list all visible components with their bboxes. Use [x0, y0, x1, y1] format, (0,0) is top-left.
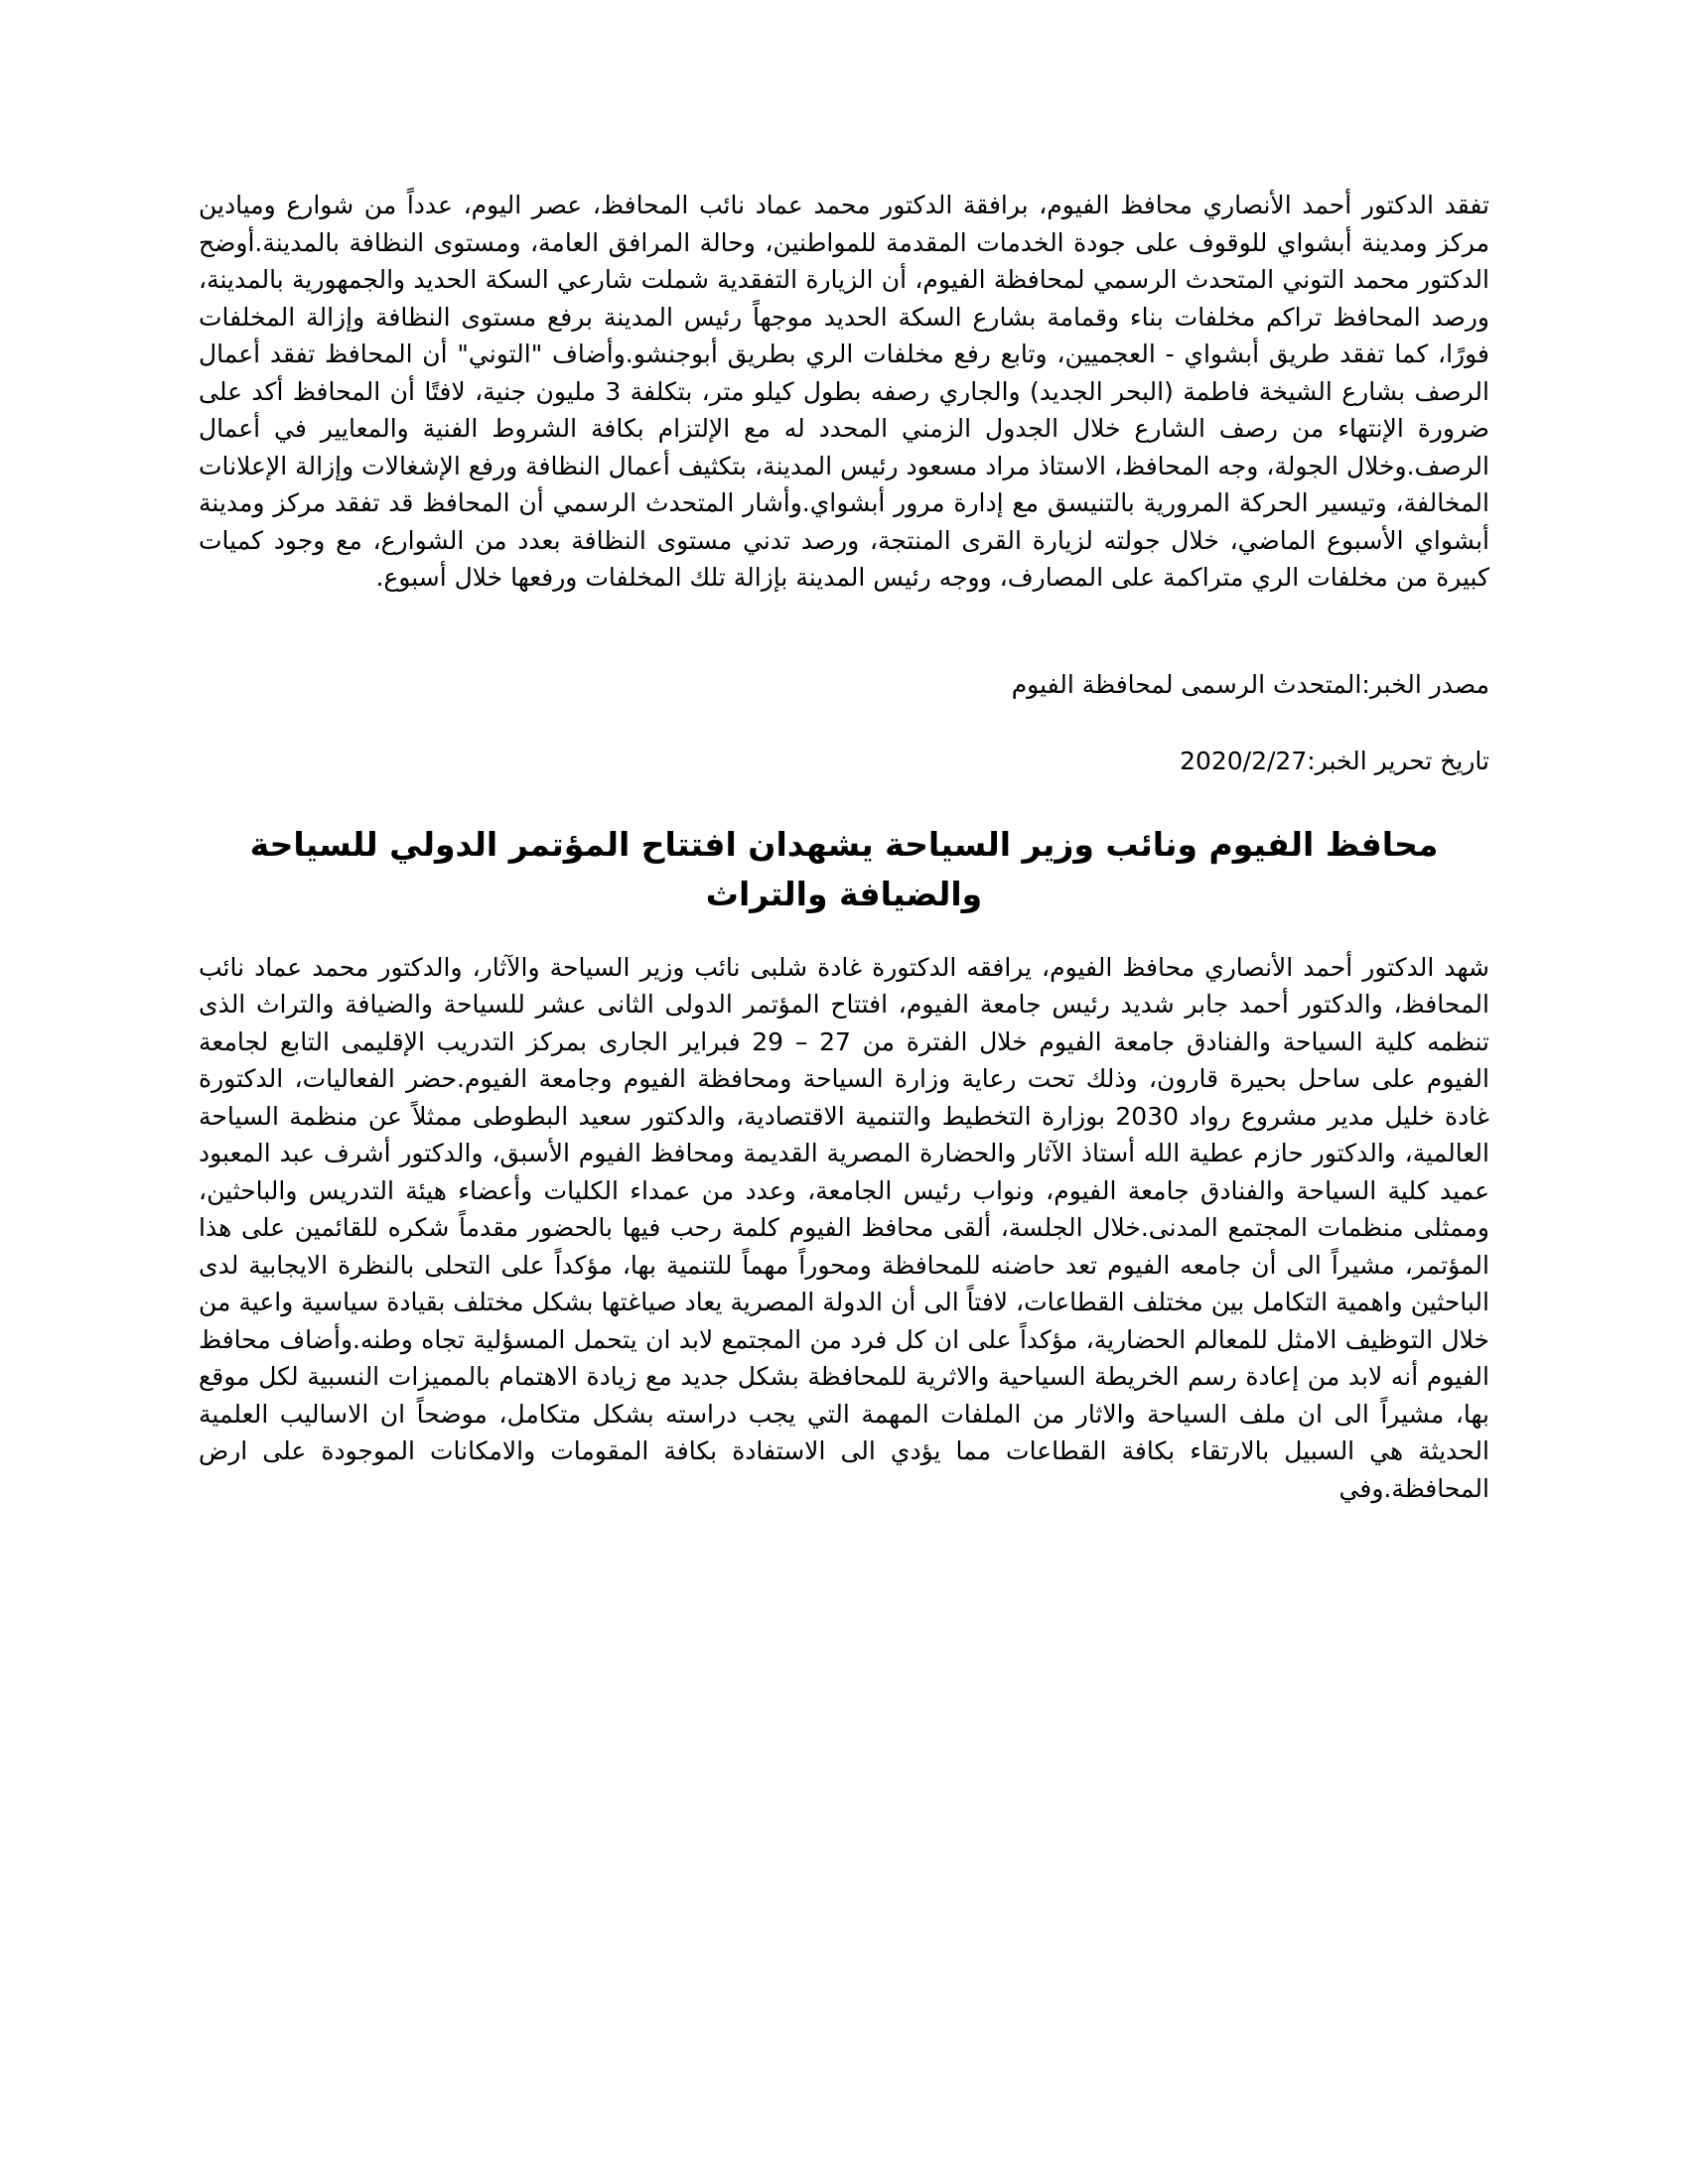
document-page — [199, 187, 1489, 1507]
news-source-value: المتحدث الرسمى لمحافظة الفيوم — [1011, 669, 1362, 699]
edit-date-label: تاريخ تحرير الخبر: — [1307, 747, 1489, 775]
news-source-line — [199, 666, 1489, 704]
edit-date-line — [199, 743, 1489, 780]
article-1-body: تفقد الدكتور أحمد الأنصاري محافظ الفيوم، برافقة الدكتور محمد عماد نائب المحافظ، عصر اليوم، عدداً من شوارع وميادين مركز ومدينة أبشواي للوقوف على جودة الخدمات المقدمة للمواطنين، وحالة المرافق العامة، ومستوى النظافة بالمدينة.أوضح الدكتور محمد التوني المتحدث الرسمي لمحافظة الفيوم، أن الزيارة التفقدية شملت شارعي السكة الحديد والجمهورية بالمدينة، ورصد المحافظ تراكم مخلفات بناء وقمامة بشارع السكة الحديد موجهاً رئيس المدينة برفع مستوى النظافة وإزالة المخلفات فورًا، كما تفقد طريق أبشواي - العجميين، وتابع رفع مخلفات الري بطريق أبوجنشو.وأضاف "التوني" أن المحافظ تفقد أعمال الرصف بشارع الشيخة فاطمة (البحر الجديد) والجاري رصفه بطول كيلو متر، بتكلفة 3 مليون جنية، لافتًا أن المحافظ أكد على ضرورة الإنتهاء من رصف الشارع خلال الجدول الزمني المحدد له مع الإلتزام بكافة الشروط الفنية والمعايير في أعمال الرصف.وخلال الجولة، وجه المحافظ، الاستاذ مراد مسعود رئيس المدينة، بتكثيف أعمال النظافة ورفع الإشغالات وإزالة الإعلانات المخالفة، وتيسير الحركة المرورية بالتنيسق مع إدارة مرور أبشواي.وأشار المتحدث الرسمي أن المحافظ قد تفقد مركز ومدينة أبشواي الأسبوع الماضي، خلال جولته لزيارة القرى المنتجة، ورصد تدني مستوى النظافة بعدد من الشوارع، مع وجود كميات كبيرة من مخلفات الري متراكمة على المصارف، ووجه رئيس المدينة بإزالة تلك المخلفات ورفعها خلال أسبوع. — [199, 191, 1489, 592]
news-source-label: مصدر الخبر: — [1361, 669, 1489, 699]
article-2-headline: محافظ الفيوم ونائب وزير السياحة يشهدان افتتاح المؤتمر الدولي للسياحة والضيافة والتراث — [249, 824, 1439, 913]
article-2-body: شهد الدكتور أحمد الأنصاري محافظ الفيوم، يرافقه الدكتورة غادة شلبى نائب وزير السياحة والآثار، والدكتور محمد عماد نائب المحافظ، والدكتور أحمد جابر شديد رئيس جامعة الفيوم، افتتاح المؤتمر الدولى الثانى عشر للسياحة والضيافة والتراث الذى تنظمه كلية السياحة والفنادق جامعة الفيوم خلال الفترة من 27 – 29 فبراير الجارى بمركز التدريب الإقليمى التابع لجامعة الفيوم على ساحل بحيرة قارون، وذلك تحت رعاية وزارة السياحة ومحافظة الفيوم وجامعة الفيوم.حضر الفعاليات، الدكتورة غادة خليل مدير مشروع رواد 2030 بوزارة التخطيط والتنمية الاقتصادية، والدكتور سعيد البطوطى ممثلاً عن منظمة السياحة العالمية، والدكتور حازم عطية الله أستاذ الآثار والحضارة المصرية القديمة ومحافظ الفيوم الأسبق، والدكتور أشرف عبد المعبود عميد كلية السياحة والفنادق جامعة الفيوم، ونواب رئيس الجامعة، وعدد من عمداء الكليات وأعضاء هيئة التدريس والباحثين، وممثلى منظمات المجتمع المدنى.خلال الجلسة، ألقى محافظ الفيوم كلمة رحب فيها بالحضور مقدماً شكره للقائمين على هذا المؤتمر، مشيراً الى أن جامعه الفيوم تعد حاضنه للمحافظة ومحوراً مهماً للتنمية بها، مؤكداً على التحلى بالنظرة الايجابية لدى الباحثين واهمية التكامل بين مختلف القطاعات، لافتاً الى أن الدولة المصرية يعاد صياغتها بشكل مختلف بقيادة سياسية واعية من خلال التوظيف الامثل للمعالم الحضارية، مؤكداً على ان كل فرد من المجتمع لابد ان يتحمل المسؤلية تجاه وطنه.وأضاف محافظ الفيوم أنه لابد من إعادة رسم الخريطة السياحية والاثرية للمحافظة بشكل جديد مع زيادة الاهتمام بالمميزات النسبية لكل موقع بها، مشيراً الى ان ملف السياحة والاثار من الملفات المهمة التي يجب دراسته بشكل متكامل، موضحاً ان الاساليب العلمية الحديثة هي السبيل بالارتقاء بكافة القطاعات مما يؤدي الى الاستفادة بكافة المقومات والامكانات الموجودة على ارض المحافظة.وفي — [199, 952, 1489, 1503]
edit-date-value: 2020/2/27 — [1180, 747, 1308, 775]
